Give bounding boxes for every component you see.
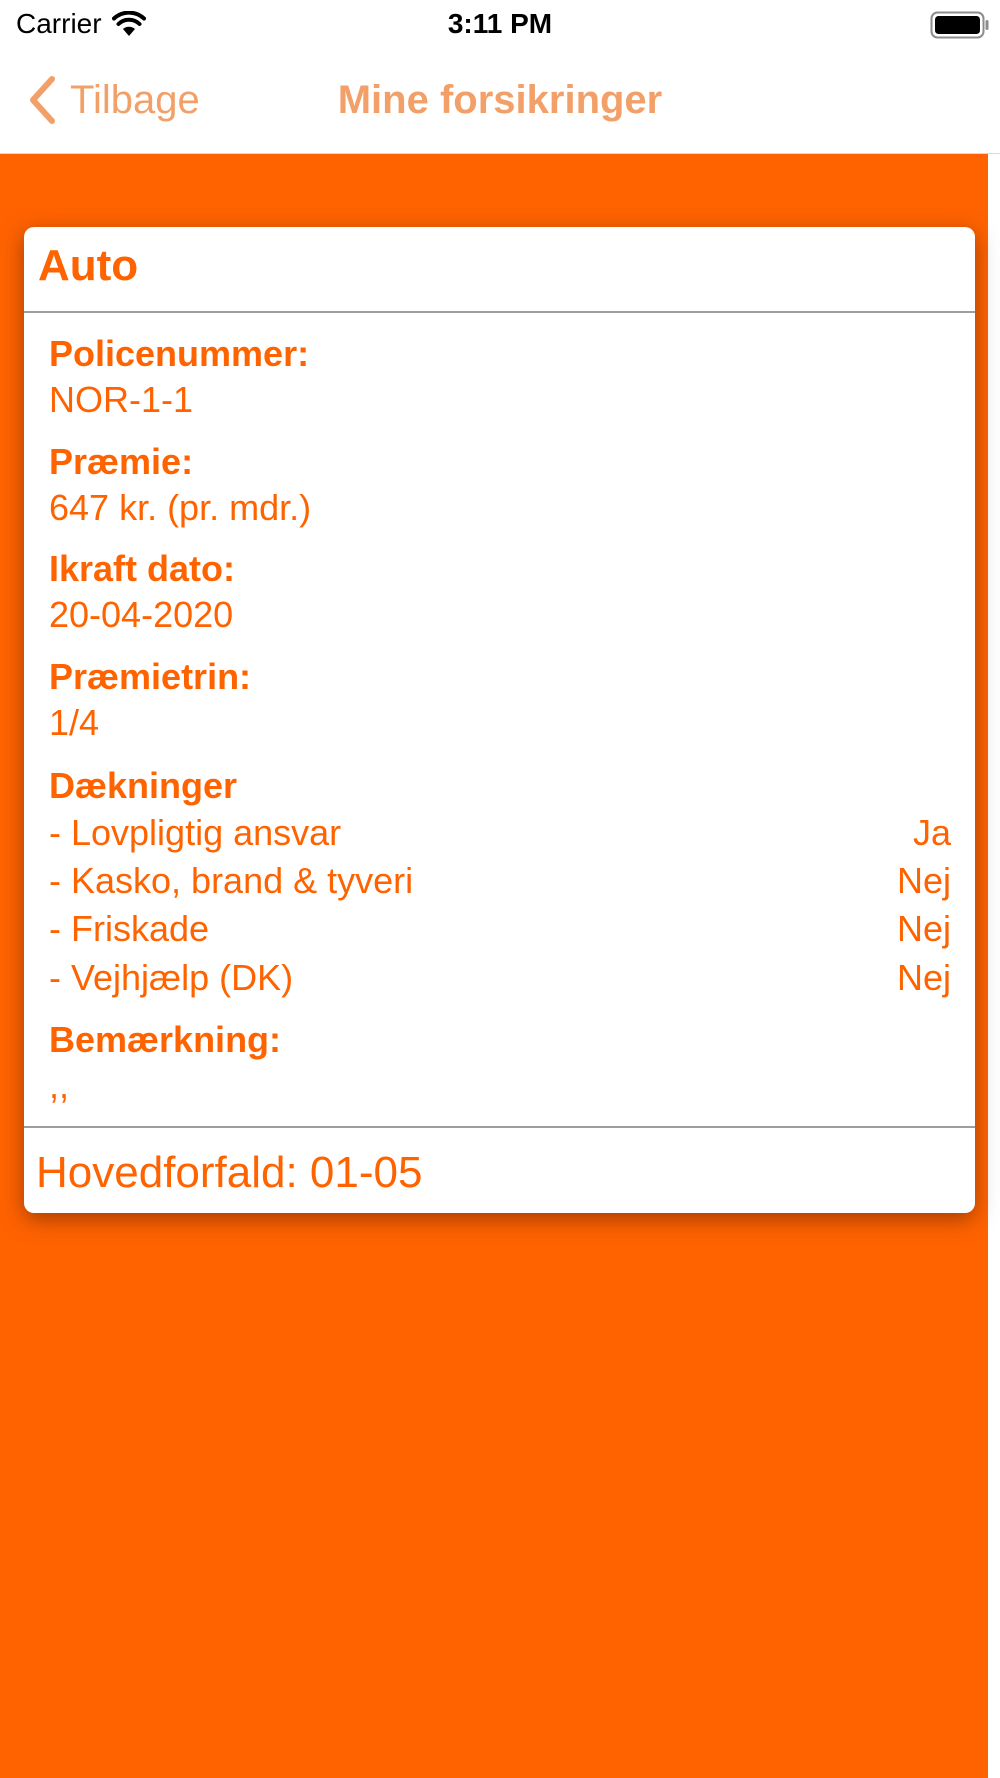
premium-label: Præmie: bbox=[49, 441, 194, 482]
battery-icon bbox=[930, 11, 990, 39]
policy-number-value: NOR-1-1 bbox=[49, 379, 194, 420]
effective-date-value: 20-04-2020 bbox=[49, 594, 234, 635]
coverage-name: - Friskade bbox=[49, 908, 210, 949]
page-title: Mine forsikringer bbox=[337, 78, 663, 122]
coverage-value: Nej bbox=[896, 860, 951, 901]
back-button[interactable] bbox=[26, 74, 200, 126]
card-title: Auto bbox=[38, 241, 139, 290]
remark-label: Bemærkning: bbox=[49, 1019, 282, 1060]
premium-level-label: Præmietrin: bbox=[49, 656, 252, 697]
remark-value: ,, bbox=[49, 1065, 70, 1106]
coverage-row bbox=[49, 812, 951, 854]
status-bar bbox=[0, 0, 1000, 50]
header-divider bbox=[24, 311, 975, 313]
carrier-name: Carrier bbox=[16, 8, 102, 39]
policy-number-label: Policenummer: bbox=[49, 333, 310, 374]
edge-strip bbox=[988, 154, 1000, 1778]
navigation-bar bbox=[0, 50, 1000, 154]
footer-divider bbox=[24, 1126, 975, 1128]
coverage-value: Nej bbox=[896, 908, 951, 949]
coverage-name: - Kasko, brand & tyveri bbox=[49, 860, 414, 901]
status-time: 3:11 PM bbox=[447, 8, 553, 39]
coverages-label: Dækninger bbox=[49, 765, 238, 806]
effective-date-label: Ikraft dato: bbox=[49, 548, 236, 589]
premium-level-value: 1/4 bbox=[49, 702, 100, 743]
coverage-value: Nej bbox=[896, 957, 951, 998]
insurance-card bbox=[24, 227, 975, 1213]
chevron-left-icon bbox=[26, 74, 58, 126]
coverage-row bbox=[49, 957, 951, 999]
premium-value: 647 kr. (pr. mdr.) bbox=[49, 487, 312, 528]
coverage-row bbox=[49, 908, 951, 950]
coverage-name: - Vejhjælp (DK) bbox=[49, 957, 294, 998]
back-label: Tilbage bbox=[70, 77, 200, 122]
coverage-value: Ja bbox=[912, 812, 951, 853]
content-area bbox=[0, 154, 1000, 1778]
coverage-row bbox=[49, 860, 951, 902]
main-due-date: Hovedforfald: 01-05 bbox=[36, 1148, 423, 1197]
coverage-name: - Lovpligtig ansvar bbox=[49, 812, 342, 853]
